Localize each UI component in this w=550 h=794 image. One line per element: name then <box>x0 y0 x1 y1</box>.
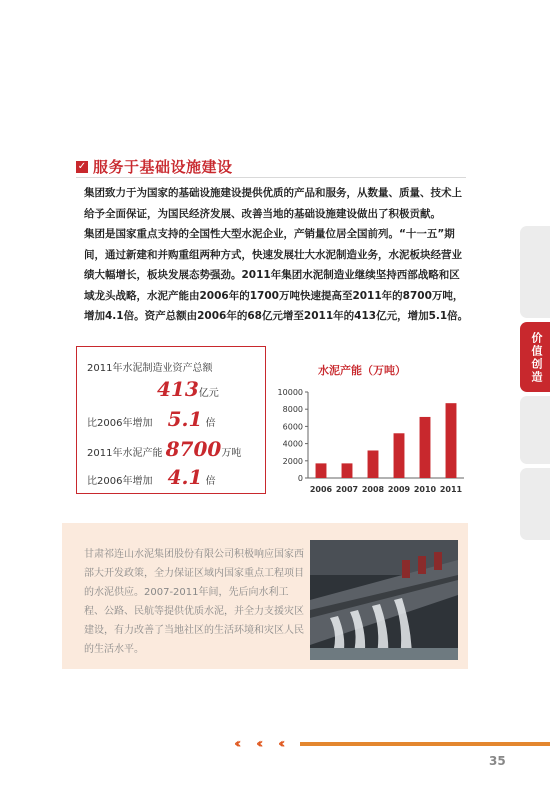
side-tab-label: 价值创造 <box>530 332 543 384</box>
assets-value: 413 <box>157 377 199 401</box>
heading-divider <box>76 177 466 178</box>
x-tick-label: 2011 <box>439 485 463 494</box>
section-title: 服务于基础设施建设 <box>93 158 233 176</box>
chevron-left-icon: ‹‹ <box>256 736 260 752</box>
chart-title: 水泥产能（万吨） <box>318 364 406 377</box>
assets-label: 2011年水泥制造业资产总额 <box>87 363 213 374</box>
section-heading <box>76 156 233 177</box>
assets-growth-value: 5.1 <box>167 407 203 431</box>
x-tick-label: 2008 <box>361 485 385 494</box>
y-tick-label: 8000 <box>282 405 303 415</box>
side-tab-3[interactable] <box>520 396 550 464</box>
capacity-value: 8700 <box>165 437 222 461</box>
stats-box <box>76 346 266 494</box>
dam-photo <box>310 540 458 660</box>
x-tick-label: 2009 <box>387 485 411 494</box>
capacity-growth-label: 比2006年增加 <box>87 476 153 487</box>
capacity-growth-value: 4.1 <box>167 465 203 489</box>
bar <box>342 463 353 478</box>
y-tick-label: 6000 <box>282 422 303 432</box>
assets-growth-label: 比2006年增加 <box>87 418 153 429</box>
bar <box>316 463 327 478</box>
page-number: 35 <box>489 754 506 768</box>
x-tick-label: 2010 <box>413 485 437 494</box>
y-tick-label: 10000 <box>278 388 303 397</box>
bar <box>446 403 457 478</box>
y-tick-label: 0 <box>297 474 303 483</box>
x-tick-label: 2006 <box>309 485 333 494</box>
case-text: 甘肃祁连山水泥集团股份有限公司积极响应国家西部大开发政策，全力保证区域内国家重点工程项目的水泥供应。2007-2011年间，先后向水利工程、公路、民航等提供优质水泥，并全力支援灾区建设，有力改善了当地社区的生活环境和灾区人民的生活水平。 <box>84 549 304 655</box>
y-tick-label: 2000 <box>282 456 303 466</box>
side-tab-4[interactable] <box>520 468 550 540</box>
capacity-bar-chart <box>278 386 468 498</box>
y-tick-label: 4000 <box>282 439 303 449</box>
assets-unit: 亿元 <box>198 388 219 399</box>
bar <box>394 433 405 478</box>
bar <box>368 450 379 478</box>
assets-growth-unit: 倍 <box>205 418 216 429</box>
side-tab-1[interactable] <box>520 226 550 318</box>
footer-bar <box>300 742 550 746</box>
capacity-growth-unit: 倍 <box>205 476 216 487</box>
capacity-unit: 万吨 <box>221 448 242 459</box>
side-tab-value-creation[interactable] <box>520 322 550 392</box>
chevron-left-icon: ‹‹ <box>234 736 238 752</box>
x-tick-label: 2007 <box>335 485 359 494</box>
body-paragraph: 集团是国家重点支持的全国性大型水泥企业，产销量位居全国前列。“十一五”期间，通过新建和并购重组两种方式，快速发展壮大水泥制造业务，水泥板块经营业绩大幅增长，板块发展态势强劲。2011年集团水泥制造业继续坚持西部战略和区域龙头战略，水泥产能由2006年的1700万吨快速提高至2011年的8700万吨，增加4.1倍。资产总额由2006年的68亿元增至2011年的413亿元，增加5.1倍。 <box>84 228 469 322</box>
intro-paragraph: 集团致力于为国家的基础设施建设提供优质的产品和服务，从数量、质量、技术上给予全面保证，为国民经济发展、改善当地的基础设施建设做出了积极贡献。 <box>84 187 462 220</box>
bar <box>420 417 431 478</box>
chevron-left-icon: ‹‹ <box>278 736 282 752</box>
checkbox-icon: ✓ <box>77 160 87 172</box>
capacity-label: 2011年水泥产能 <box>87 448 163 459</box>
